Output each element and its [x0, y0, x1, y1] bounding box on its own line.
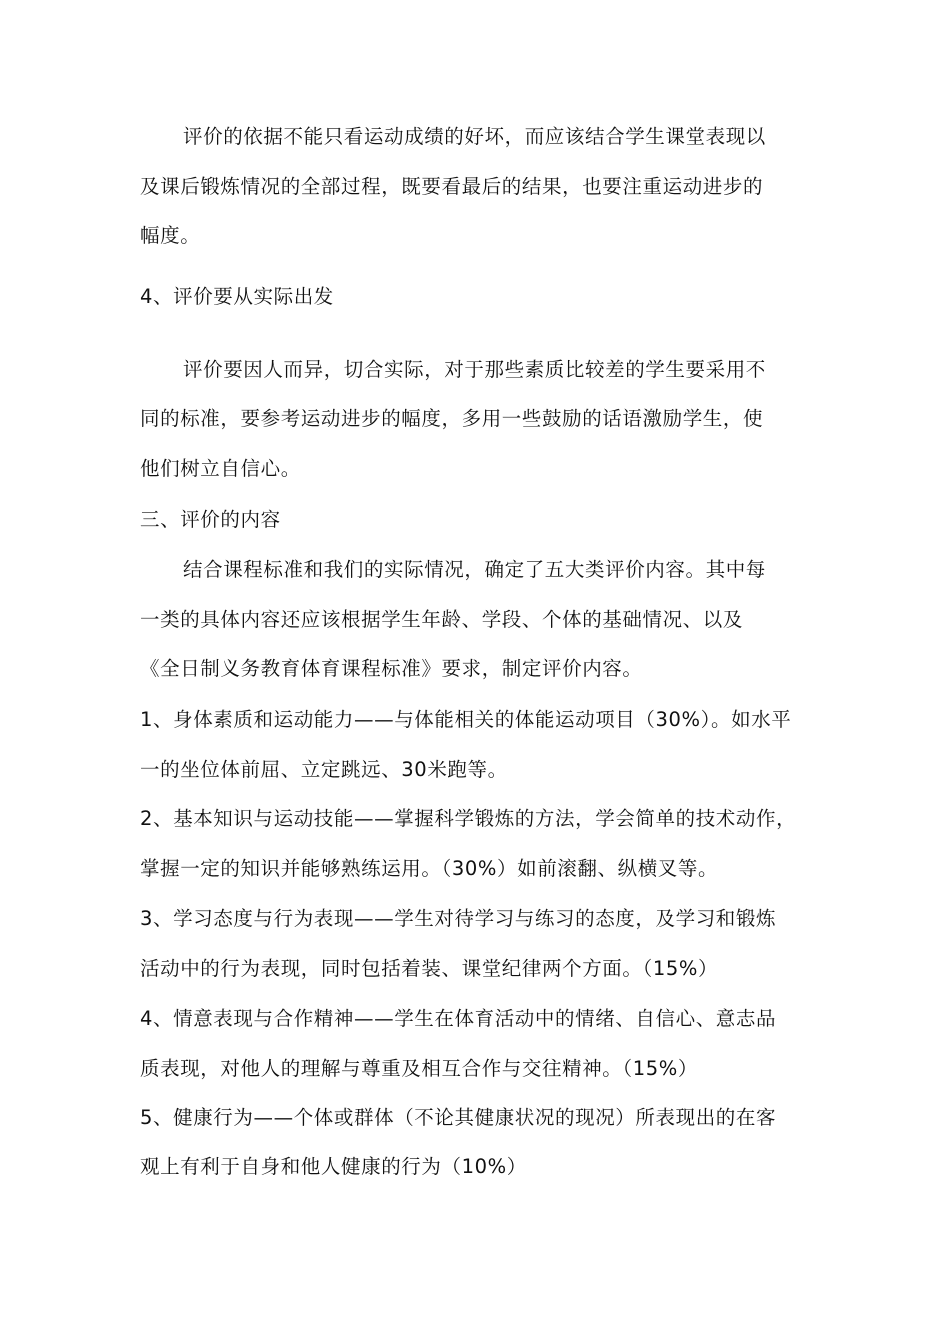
paragraph-line: 及课后锻炼情况的全部过程，既要看最后的结果，也要注重运动进步的	[140, 175, 764, 198]
paragraph-line: 同的标准，要参考运动进步的幅度，多用一些鼓励的话语激励学生，使	[140, 407, 764, 430]
list-item-line: 活动中的行为表现，同时包括着装、课堂纪律两个方面。（15%）	[140, 957, 719, 980]
paragraph-line: 《全日制义务教育体育课程标准》要求，制定评价内容。	[140, 657, 643, 680]
paragraph-line: 他们树立自信心。	[140, 457, 301, 480]
paragraph-line: 幅度。	[140, 224, 201, 247]
paragraph-line: 一类的具体内容还应该根据学生年龄、学段、个体的基础情况、以及	[140, 608, 744, 631]
list-item-line: 4、情意表现与合作精神——学生在体育活动中的情绪、自信心、意志品	[140, 1007, 777, 1030]
list-item-line: 1、身体素质和运动能力——与体能相关的体能运动项目（30%）。如水平	[140, 708, 792, 731]
section-heading: 三、评价的内容	[140, 508, 281, 531]
paragraph-line: 评价要因人而异，切合实际，对于那些素质比较差的学生要采用不	[183, 358, 766, 381]
paragraph-line: 评价的依据不能只看运动成绩的好坏，而应该结合学生课堂表现以	[183, 125, 766, 148]
list-item-line: 一的坐位体前屈、立定跳远、30米跑等。	[140, 758, 508, 781]
list-item-line: 3、学习态度与行为表现——学生对待学习与练习的态度，及学习和锻炼	[140, 907, 777, 930]
list-item-line: 观上有利于自身和他人健康的行为（10%）	[140, 1155, 527, 1178]
list-item-line: 5、健康行为——个体或群体（不论其健康状况的现况）所表现出的在客	[140, 1106, 777, 1129]
section-heading: 4、评价要从实际出发	[140, 285, 334, 308]
list-item-line: 质表现，对他人的理解与尊重及相互合作与交往精神。（15%）	[140, 1057, 698, 1080]
paragraph-line: 结合课程标准和我们的实际情况，确定了五大类评价内容。其中每	[183, 558, 766, 581]
list-item-line: 掌握一定的知识并能够熟练运用。（30%）如前滚翻、纵横叉等。	[140, 857, 719, 880]
list-item-line: 2、基本知识与运动技能——掌握科学锻炼的方法，学会简单的技术动作，	[140, 807, 797, 830]
